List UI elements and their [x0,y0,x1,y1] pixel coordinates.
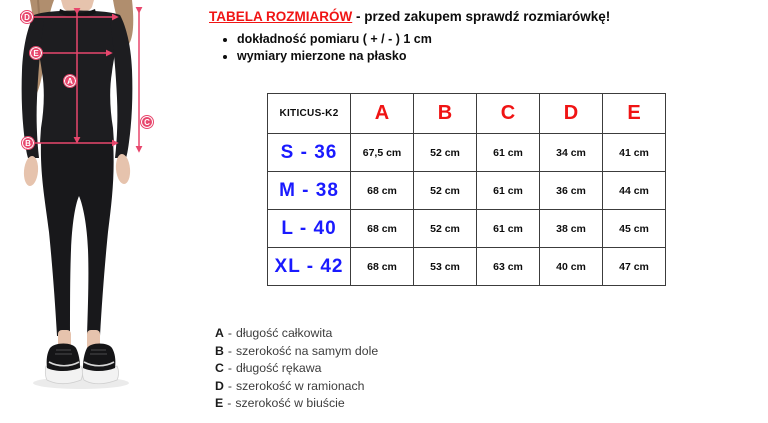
measurement-cell: 68 cm [351,172,414,210]
page-title-highlight: TABELA ROZMIARÓW [209,9,353,24]
legend-item-c [215,360,378,378]
legend-separator: - [227,326,232,340]
legend-letter: C [215,361,224,375]
size-label-cell: XL - 42 [268,248,351,286]
legend-separator: - [227,396,232,410]
legend-item-a [215,325,378,343]
measurement-cell: 52 cm [414,172,477,210]
measurement-cell: 63 cm [477,248,540,286]
note-item: • wymiary mierzone na płasko [237,48,432,65]
column-header-c: C [477,94,540,134]
measurement-cell: 68 cm [351,248,414,286]
legend-letter: D [215,378,224,393]
legend-description: długość całkowita [236,326,333,340]
table-row [268,248,666,286]
model-figure-illustration [0,0,200,423]
measure-badge-b: B [22,137,34,149]
legend-letter: E [215,396,224,410]
page-title [209,8,629,25]
legend-description: szerokość w ramionach [236,378,365,393]
legend-letter: A [215,326,224,340]
page-title-rest: - przed zakupem sprawdź rozmiarówkę! [352,9,611,24]
notes-list [237,31,432,65]
legend-item-b [215,343,378,361]
column-header-e: E [603,94,666,134]
legend-item-d [215,378,378,396]
legend-description: szerokość w biuście [235,396,345,410]
measurement-cell: 40 cm [540,248,603,286]
measurement-cell: 41 cm [603,134,666,172]
column-header-a: A [351,94,414,134]
measure-badge-c: C [141,116,153,128]
right-shoe-upper [83,344,115,372]
measure-badge-a: A [64,75,76,87]
column-header-d: D [540,94,603,134]
measurement-cell: 45 cm [603,210,666,248]
product-code-cell: KITICUS-K2 [268,94,351,134]
table-row [268,172,666,210]
measurement-cell: 61 cm [477,172,540,210]
legend-letter: B [215,343,224,358]
measurement-cell: 67,5 cm [351,134,414,172]
measure-badge-e: E [30,47,42,59]
right-hand [115,153,132,184]
measurement-cell: 47 cm [603,248,666,286]
left-shoe-upper [47,344,80,372]
measurement-cell: 61 cm [477,210,540,248]
measurement-cell: 44 cm [603,172,666,210]
size-label-cell: M - 38 [268,172,351,210]
column-header-b: B [414,94,477,134]
measurement-cell: 38 cm [540,210,603,248]
size-table [267,93,666,286]
legend-description: długość rękawa [236,361,322,375]
size-table-header-row [268,94,666,134]
legend-separator: - [227,361,232,375]
measurement-cell: 68 cm [351,210,414,248]
measurement-cell: 52 cm [414,134,477,172]
measurement-cell: 52 cm [414,210,477,248]
measurement-cell: 36 cm [540,172,603,210]
measurement-legend [215,325,378,413]
table-row [268,134,666,172]
measure-badge-d: D [21,11,33,23]
leggings [41,140,114,336]
size-label-cell: L - 40 [268,210,351,248]
measurement-cell: 61 cm [477,134,540,172]
size-label-cell: S - 36 [268,134,351,172]
legend-description: szerokość na samym dole [236,343,379,358]
measurement-cell: 34 cm [540,134,603,172]
model-figure-panel [0,0,200,423]
legend-item-e [215,395,378,413]
note-item: • dokładność pomiaru ( + / - ) 1 cm [237,31,432,48]
legend-separator: - [227,343,232,358]
legend-separator: - [227,378,232,393]
measurement-cell: 53 cm [414,248,477,286]
table-row [268,210,666,248]
left-hand [23,155,40,186]
